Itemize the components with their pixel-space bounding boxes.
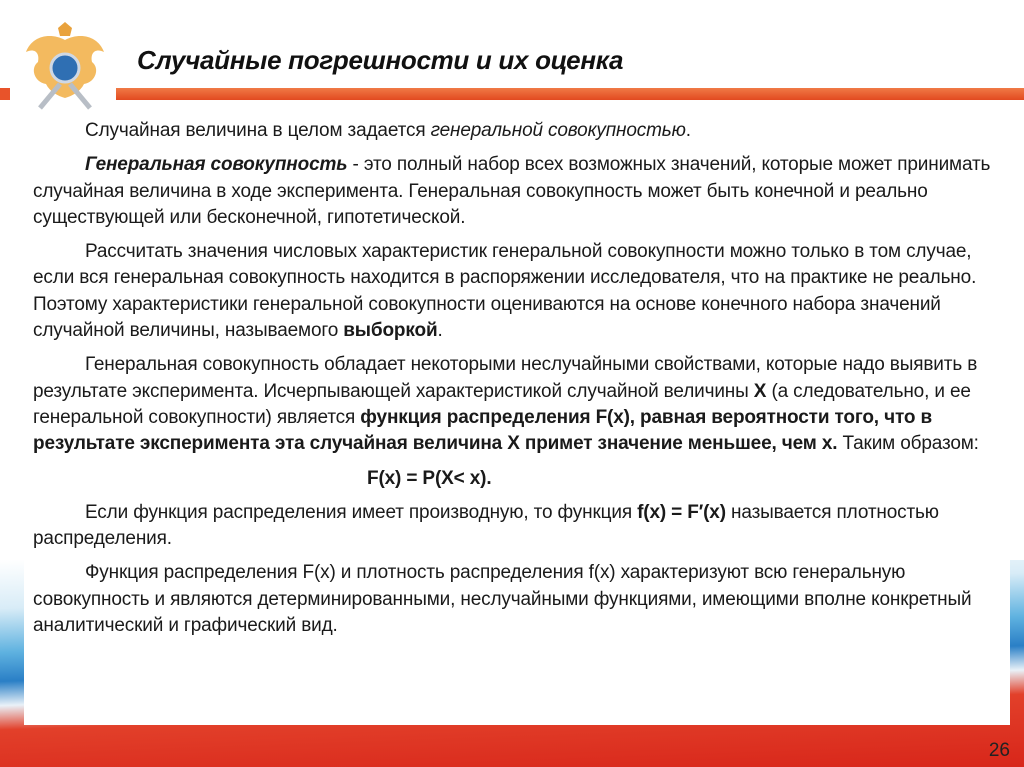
text-run: . — [685, 120, 691, 141]
text-run: Функция распределения F(x) и плотность распределения f(x) характеризуют всю генеральную совокупность и являются детерминированными, неслучайными функциями, имеющими вполне конкретный аналитический и графический вид. — [33, 562, 972, 637]
text-run: Генеральная совокупность — [85, 154, 348, 176]
emblem-logo — [20, 22, 110, 114]
paragraph — [33, 118, 1005, 144]
paragraph — [33, 239, 1005, 344]
paragraph — [33, 352, 1005, 457]
header-accent-bar-left — [0, 88, 10, 100]
text-run: F(x) = P(X< x). — [367, 467, 492, 489]
text-run: Если функция распределения имеет производную, то функция — [85, 501, 638, 523]
paragraph — [33, 152, 1005, 231]
text-run: функция распределения F(x), равная вероятности того, что в результате эксперимента эта случайная величина X примет значение меньшее, чем x. — [33, 406, 932, 455]
text-run: - это полный набор всех возможных значений, которые может принимать случайная величина в ходе эксперимента. Генеральная совокупность может быть конечной и реально существующей или бесконечной, гипотетической. — [33, 154, 991, 228]
text-run: Случайная величина в целом задается — [85, 120, 431, 141]
text-run: f(x) = F′(x) — [637, 501, 726, 523]
text-run: X — [753, 380, 767, 402]
text-run: генеральной совокупностью — [430, 120, 686, 141]
formula — [33, 466, 1005, 492]
page-number: 26 — [988, 740, 1010, 761]
slide-title: Случайные погрешности и их оценка — [137, 45, 624, 75]
text-run: называется плотностью распределения. — [33, 501, 939, 550]
paragraph — [33, 500, 1005, 553]
text-run: Генеральная совокупность обладает некоторыми неслучайными свойствами, которые надо выявить в результате эксперимента. Исчерпывающей характеристикой случайной величины — [33, 354, 978, 402]
text-run: . — [437, 320, 443, 342]
text-run: выборкой — [343, 320, 438, 342]
paragraph — [33, 560, 1005, 639]
slide-body — [33, 118, 1005, 647]
text-run: (а следовательно, и ее генеральной совокупности) является — [33, 380, 971, 428]
text-run: Таким образом: — [837, 433, 979, 455]
header-accent-bar — [116, 88, 1024, 100]
text-run: Рассчитать значения числовых характеристик генеральной совокупности можно только в том случае, если вся генеральная совокупность находится в распоряжении исследователя, что на практике не реально. Поэтому характеристики генеральной совокупности оцениваются на основе конечного набора значений случайной величины, называемого — [33, 241, 977, 342]
